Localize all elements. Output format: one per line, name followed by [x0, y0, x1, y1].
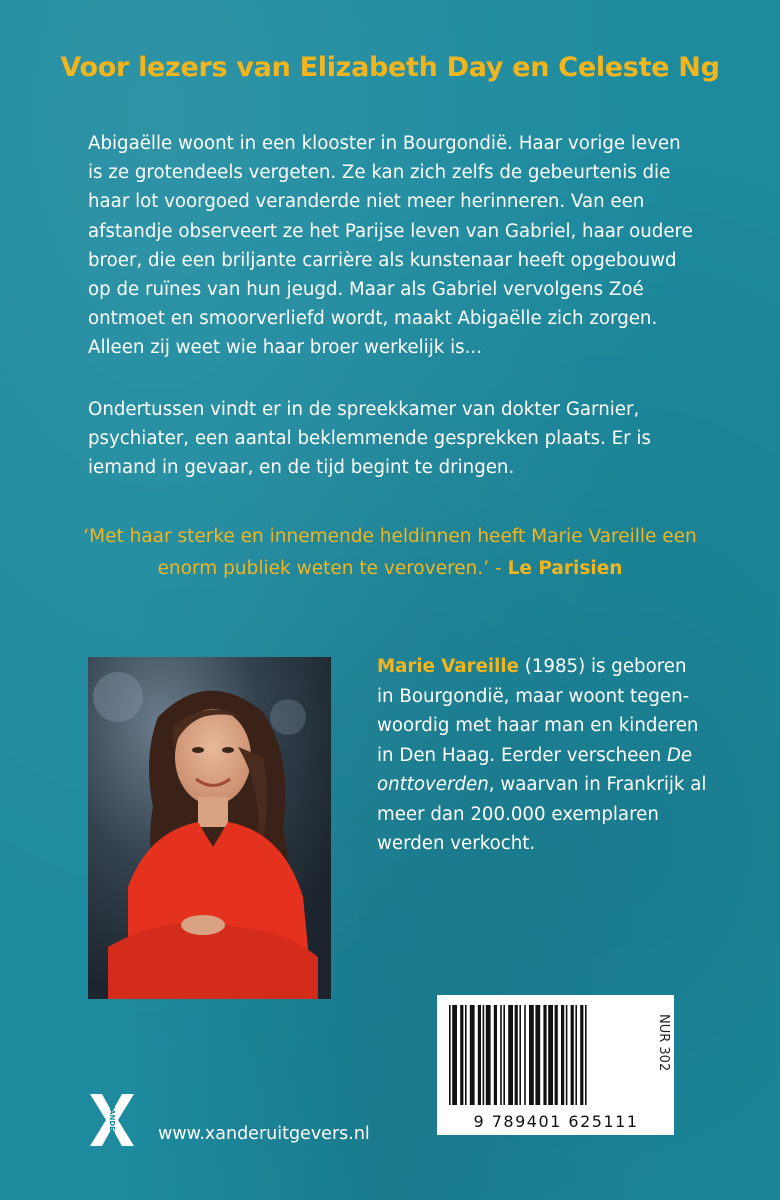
- barcode-bar: [529, 1005, 534, 1105]
- author-name: Marie Vareille: [377, 656, 519, 677]
- bio-text-1: (1985) is geboren in Bourgondië, maar woont tegen-woordig met haar man en kinderen in Den Haag. Eerder verscheen: [377, 656, 699, 766]
- barcode-bar: [566, 1005, 568, 1105]
- book-title: De onttoverden: [377, 744, 693, 795]
- quote-text: ‘Met haar sterke en innemende heldinnen heeft Marie Vareille een enorm publiek weten te veroveren.’ -: [83, 526, 697, 579]
- barcode-bar: [575, 1005, 577, 1105]
- barcode-bar: [543, 1005, 546, 1105]
- barcode-bar: [503, 1005, 505, 1105]
- barcode-bar: [500, 1005, 502, 1105]
- xander-logo-icon: [88, 1090, 136, 1150]
- quote-source: Le Parisien: [507, 558, 623, 579]
- barcode-bar: [535, 1005, 540, 1105]
- barcode-bar: [555, 1005, 558, 1105]
- author-bio: [377, 652, 707, 859]
- barcode-bar: [585, 1005, 587, 1105]
- barcode-bar: [478, 1005, 481, 1105]
- barcode-bar: [483, 1005, 485, 1105]
- press-quote: [60, 521, 720, 585]
- barcode-bar: [470, 1005, 475, 1105]
- blurb-text-1: Abigaëlle woont in een klooster in Bourgondië. Haar vorige leven is ze grotendeels vergeten. Ze kan zich zelfs de gebeurtenis die haar lot voorgoed veranderde niet meer herinneren. Van een afstandje observeert ze het Parijse leven van Gabriel, haar oudere broer, die een briljante carrière als kunstenaar heeft opgebouwd op de ruïnes van hun jeugd. Maar als Gabriel vervolgens Zoé ontmoet en smoorverliefd wordt, maakt Abigaëlle zich zorgen. Alleen zij weet wie haar broer werkelijk is...: [88, 133, 693, 359]
- nur-code: NUR 302: [656, 1014, 671, 1072]
- author-portrait-illustration: [88, 657, 331, 999]
- blurb-paragraph-2: [88, 395, 696, 483]
- barcode-bar: [519, 1005, 521, 1105]
- barcode-bar: [460, 1005, 463, 1105]
- barcode-bar: [449, 1005, 451, 1105]
- barcode-bar: [494, 1005, 497, 1105]
- barcode-bar: [548, 1005, 553, 1105]
- logo-text: XANDER: [108, 1103, 116, 1137]
- blurb-text-2: Ondertussen vindt er in de spreekkamer van dokter Garnier, psychiater, een aantal beklemmende gesprekken plaats. Er is iemand in gevaar, en de tijd begint te dringen.: [88, 399, 651, 479]
- headline: Voor lezers van Elizabeth Day en Celeste Ng: [60, 52, 720, 83]
- barcode-bar: [571, 1005, 574, 1105]
- barcode-bar: [508, 1005, 513, 1105]
- barcode-bar: [486, 1005, 491, 1105]
- barcode-bar: [561, 1005, 564, 1105]
- barcode-bar: [452, 1005, 457, 1105]
- bio-text-2: , waarvan in Frankrijk al meer dan 200.000 exemplaren werden verkocht.: [377, 774, 707, 854]
- publisher-url: www.xanderuitgevers.nl: [158, 1124, 370, 1144]
- author-photo: [88, 657, 331, 999]
- barcode-bar: [515, 1005, 518, 1105]
- publisher-logo: [88, 1090, 136, 1150]
- blurb-paragraph-1: [88, 129, 696, 363]
- barcode-bar: [580, 1005, 583, 1105]
- isbn-number: 9 789401 625111: [473, 1112, 639, 1131]
- barcode-bar: [524, 1005, 526, 1105]
- barcode-bar: [465, 1005, 467, 1105]
